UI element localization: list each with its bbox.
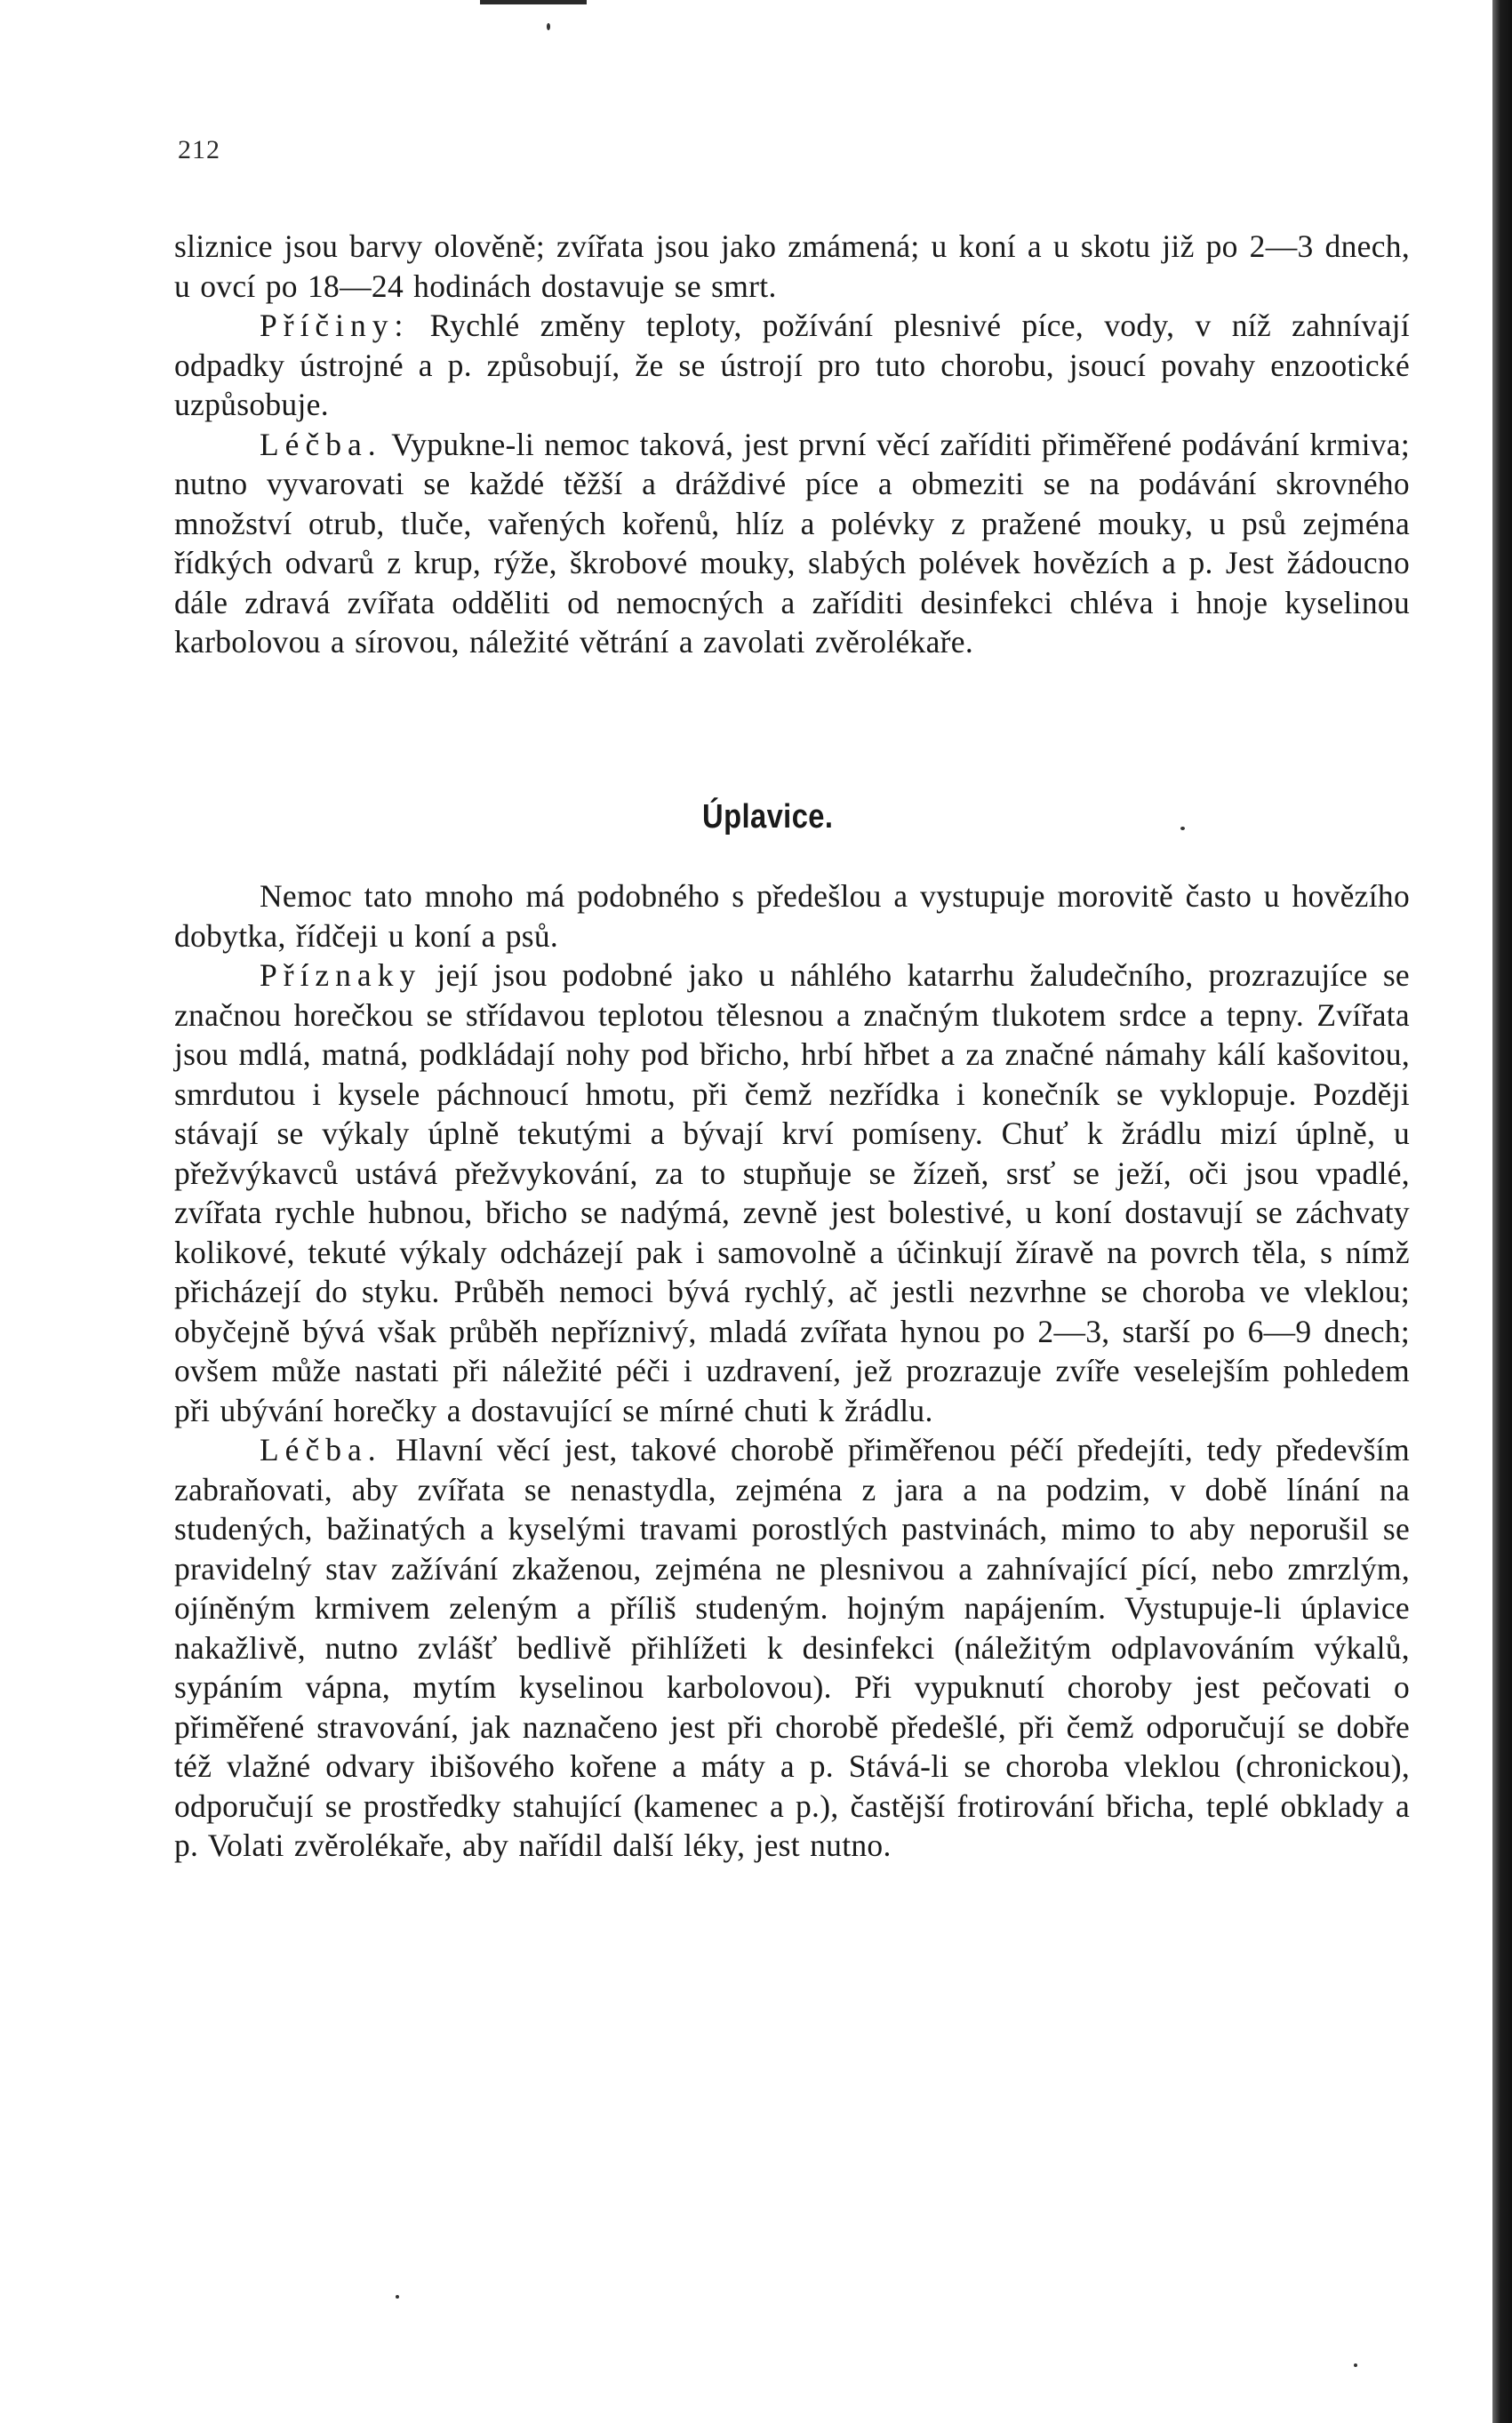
- section-2-text: [174, 876, 1410, 1866]
- paragraph-intro: Nemoc tato mnoho má podobného s předešlou a vystupuje morovitě často u hovězího dobytka, řídčeji u koní a psů.: [174, 878, 1410, 954]
- page-number: 212: [178, 135, 220, 164]
- paragraph-lead: Léčba.: [260, 426, 382, 462]
- paragraph-treatment: [174, 1430, 1410, 1866]
- scan-speck: [1180, 827, 1185, 830]
- scan-speck: [1354, 2363, 1357, 2367]
- scan-speck: [1136, 1587, 1142, 1590]
- scan-speck: [396, 2295, 399, 2299]
- paragraph-body: Vypukne-li nemoc taková, jest první věcí zaříditi přiměřené podávání krmiva; nutno vyvarovati se každé těžší a dráždivé píce a obmeziti se na podávání skrovného množství otrub, tluče, vařených kořenů, hlíz a polévky z pražené mouky, u psů zejména řídkých odvarů z krup, rýže, škrobové mouky, slabých polévek hovězích a p. Jest žádoucno dále zdravá zvířata odděliti od nemocných a zaříditi desinfekci chléva i hnoje kyselinou karbolovou a sírovou, náležité větrání a zavolati zvěrolékaře.: [174, 426, 1410, 660]
- paragraph-body: její jsou podobné jako u náhlého katarrhu žaludečního, prozrazujíce se značnou horečkou se střídavou teplotou tělesnou a značným tlukotem srdce a tepny. Zvířata jsou mdlá, matná, podkládají nohy pod břicho, hrbí hřbet a za značné námahy kálí kašovitou, smrdutou i kysele páchnoucí hmotu, při čemž nezřídka i konečník se vyklopuje. Později stávají se výkaly úplně tekutými a bývají krví pomíseny. Chuť k žrádlu mizí úplně, u přežvýkavců ustává přežvykování, za to stupňuje se žízeň, srsť se ježí, oči jsou vpadlé, zvířata rychle hubnou, břicho se nadýmá, zevně jest bolestivé, u koní dostavují se záchvaty kolikové, tekuté výkaly odcházejí pak i samovolně a účinkují žíravě na povrch těla, s nímž přicházejí do styku. Průběh nemoci bývá rychlý, ač jestli nezvrhne se choroba ve vleklou; obyčejně bývá však průběh nepříznivý, mladá zvířata hynou po 2—3, starší po 6—9 dnech; ovšem může nastati při náležité péči i uzdravení, jež prozrazuje zvíře veselejším pohledem při ubývání horečky a dostavující se mírné chuti k žrádlu.: [174, 957, 1410, 1428]
- section-heading: Úplavice.: [702, 798, 834, 836]
- paragraph-symptoms-end: sliznice jsou barvy olověně; zvířata jsou jako zmámená; u koní a u skotu již po 2—3 dnech, u ovcí po 18—24 hodinách dostavuje se smrt.: [174, 228, 1410, 304]
- paragraph-treatment: [174, 425, 1410, 662]
- section-1-text: [174, 227, 1410, 662]
- paragraph-causes: [174, 306, 1410, 425]
- paragraph-lead: Léčba.: [260, 1432, 382, 1467]
- scan-speck: [547, 23, 550, 30]
- scan-edge-top: [480, 0, 587, 4]
- scan-edge-right: [1492, 0, 1512, 2423]
- paragraph-symptoms: [174, 956, 1410, 1430]
- paragraph-lead: Příčiny:: [260, 308, 410, 343]
- paragraph-lead: Příznaky: [260, 957, 422, 993]
- paragraph-body: Hlavní věcí jest, takové chorobě přiměřenou péčí předejíti, tedy především zabraňovati, aby zvířata se nenastydla, zejména z jara a na podzim, v době línání na studených, bažinatých a kyselými travami porostlých pastvinách, mimo to aby neporušil se pravidelný stav zažívání zkaženou, zejména ne plesnivou a zahnívající pící, nebo zmrzlým, ojíněným krmivem zeleným a příliš studeným. hojným napájením. Vystupuje-li úplavice nakažlivě, nutno zvlášť bedlivě přihlížeti k desinfekci (náležitým odplavováním výkalů, sypáním vápna, mytím kyselinou karbolovou). Při vypuknutí choroby jest pečovati o přiměřené stravování, jak naznačeno jest při chorobě předešlé, při čemž odporučují se dobře též vlažné odvary ibišového kořene a máty a p. Stává-li se choroba vleklou (chronickou), odporučují se prostředky stahující (kamenec a p.), častější frotirování břicha, teplé obklady a p. Volati zvěrolékaře, aby nařídil další léky, jest nutno.: [174, 1432, 1410, 1863]
- paragraph-body: Rychlé změny teploty, požívání plesnivé píce, vody, v níž zahnívají odpadky ústrojné a p. způsobují, že se ústrojí pro tuto chorobu, jsoucí povahy enzootické uzpůsobuje.: [174, 308, 1410, 422]
